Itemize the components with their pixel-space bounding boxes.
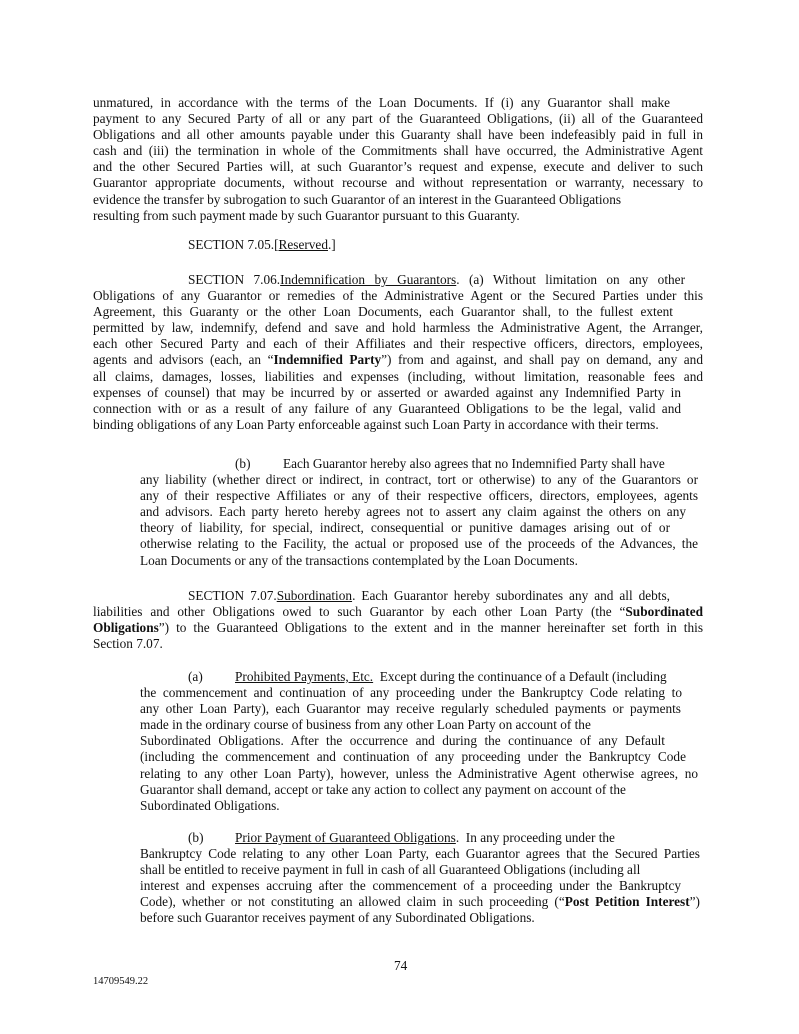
text-run: agents and advisors (each, an “ — [93, 352, 274, 368]
subsection-label: (a) — [188, 669, 203, 684]
section-heading — [188, 237, 336, 253]
text-line: resulting from such payment made by such Guarantor pursuant to this Guaranty. — [93, 207, 520, 223]
text-line: before such Guarantor receives payment of any Subordinated Obligations. — [140, 910, 535, 926]
text-run: liabilities and other Obligations owed to such Guarantor by each other Loan Party (the “ — [93, 604, 626, 620]
text-run: . In any proceeding under the — [455, 830, 615, 845]
section-heading-line — [93, 272, 685, 288]
section-7-07-b — [140, 830, 700, 927]
subsection-first-line — [140, 456, 700, 472]
text-line: expenses of counsel) that may be incurred by or asserted or awarded against any Indemnified Party in — [93, 384, 681, 400]
text-line: Bankruptcy Code relating to any other Loan Party, each Guarantor agrees that the Secured Parties — [140, 846, 700, 862]
text-line: cash and (iii) the termination in whole of the Commitments shall have occurred, the Administrative Agent — [93, 143, 703, 159]
text-line: any liability (whether direct or indirect, in contract, tort or otherwise) to any of the Guarantors or — [140, 472, 698, 488]
text-line: shall be entitled to receive payment in full in cash of all Guaranteed Obligations (including all — [140, 862, 641, 878]
text-line: relating to any other Loan Party), however, unless the Administrative Agent otherwise agrees, no — [140, 765, 698, 781]
section-7-07 — [93, 588, 703, 652]
text-line: Section 7.07. — [93, 636, 163, 652]
text-line: Guarantor appropriate documents, without recourse and without representation or warranty, necessary to — [93, 175, 703, 191]
text-run: Each Guarantor hereby also agrees that no Indemnified Party shall have — [283, 456, 665, 471]
text-line: the commencement and continuation of any proceeding under the Bankruptcy Code relating to — [140, 685, 682, 701]
text-line: Subordinated Obligations. After the occurrence and during the continuance of any Default — [140, 733, 665, 749]
text-line: Agreement, this Guaranty or the other Loan Documents, each Guarantor shall, to the fullest extent — [93, 304, 673, 320]
section-7-07-a — [140, 669, 700, 814]
page-number: 74 — [394, 958, 408, 973]
bracket: .] — [327, 237, 336, 252]
text-run: . (a) Without limitation on any other — [456, 272, 686, 287]
defined-term: Post Petition Interest — [564, 894, 690, 910]
text-run: . Each Guarantor hereby subordinates any and all debts, — [352, 588, 670, 603]
text-line — [93, 620, 703, 636]
text-line — [93, 604, 703, 620]
text-line: interest and expenses accruing after the commencement of a proceeding under the Bankruptcy — [140, 878, 681, 894]
text-line: all claims, damages, losses, liabilities and expenses (including, without limitation, reasonable fees and — [93, 368, 703, 384]
section-title: Subordination — [276, 588, 353, 603]
text-run: Code), whether or not constituting an allowed claim in such proceeding (“ — [140, 894, 565, 910]
text-run: ”) to the Guaranteed Obligations to the extent and in the manner hereinafter set forth in this — [158, 620, 703, 636]
text-line: evidence the transfer by subrogation to such Guarantor of an interest in the Guaranteed Obligations — [93, 191, 622, 207]
text-line: Guarantor shall demand, accept or take any action to collect any payment on account of the — [140, 781, 626, 797]
text-line: permitted by law, indemnify, defend and save and hold harmless the Administrative Agent, the Arranger, — [93, 320, 703, 336]
text-line: any of their respective Affiliates or any of their respective officers, directors, employees, agents — [140, 488, 698, 504]
section-heading-line — [93, 588, 670, 604]
section-7-06 — [93, 272, 703, 433]
section-title: Reserved — [278, 237, 328, 252]
text-line: Subordinated Obligations. — [140, 797, 280, 813]
text-line — [140, 894, 700, 910]
text-run: ”) from and against, and shall pay on demand, any and — [381, 352, 703, 368]
section-7-05 — [188, 237, 336, 253]
text-line: connection with or as a result of any failure of any Guaranteed Obligations to be the legal, valid and — [93, 400, 681, 416]
section-7-06-b — [140, 456, 700, 569]
text-line: payment to any Secured Party of all or any part of the Guaranteed Obligations, (ii) all of the Guaranteed — [93, 111, 703, 127]
section-number: SECTION 7.05. — [188, 237, 275, 252]
text-line — [93, 352, 703, 368]
text-line: and advisors. Each party hereto hereby agrees not to assert any claim against the others on any — [140, 504, 686, 520]
continuation-paragraph — [93, 95, 703, 224]
text-line: otherwise relating to the Facility, the actual or proposed use of the proceeds of the Advances, the — [140, 536, 698, 552]
text-line: binding obligations of any Loan Party enforceable against such Loan Party in accordance with their terms. — [93, 416, 659, 432]
text-line: theory of liability, for special, indirect, consequential or punitive damages arising out of or — [140, 520, 670, 536]
defined-term: Indemnified Party — [273, 352, 382, 368]
subsection-label: (b) — [188, 830, 204, 845]
section-number: SECTION 7.07. — [188, 588, 277, 603]
text-line: (including the commencement and continuation of any proceeding under the Bankruptcy Code — [140, 749, 686, 765]
text-line: made in the ordinary course of business from any other Loan Party on account of the — [140, 717, 591, 733]
section-number: SECTION 7.06. — [188, 272, 281, 287]
text-line: any other Loan Party), each Guarantor may receive regularly scheduled payments or payments — [140, 701, 681, 717]
text-run: ”) — [689, 894, 700, 910]
subsection-title: Prohibited Payments, Etc. — [235, 669, 374, 684]
bracket: [ — [274, 237, 279, 252]
defined-term: Obligations — [93, 620, 159, 636]
subsection-label: (b) — [235, 456, 251, 471]
text-line: unmatured, in accordance with the terms of the Loan Documents. If (i) any Guarantor shall make — [93, 95, 670, 110]
text-run: Except during the continuance of a Default (including — [373, 669, 667, 684]
text-line: Obligations of any Guarantor or remedies of the Administrative Agent or the Secured Parties under this — [93, 288, 703, 304]
document-id: 14709549.22 — [93, 976, 149, 987]
section-title: Indemnification by Guarantors — [280, 272, 457, 287]
defined-term: Subordinated — [625, 604, 703, 620]
text-line: each other Secured Party and each of their Affiliates and their respective officers, directors, employees, — [93, 336, 703, 352]
text-line: and the other Secured Parties will, at such Guarantor’s request and expense, execute and deliver to such — [93, 159, 703, 175]
text-line: Loan Documents or any of the transactions contemplated by the Loan Documents. — [140, 552, 578, 568]
subsection-first-line — [140, 830, 700, 846]
subsection-title: Prior Payment of Guaranteed Obligations — [235, 830, 456, 845]
text-line: Obligations and all other amounts payable under this Guaranty shall have been indefeasibly paid in full in — [93, 127, 703, 143]
subsection-first-line — [140, 669, 700, 685]
